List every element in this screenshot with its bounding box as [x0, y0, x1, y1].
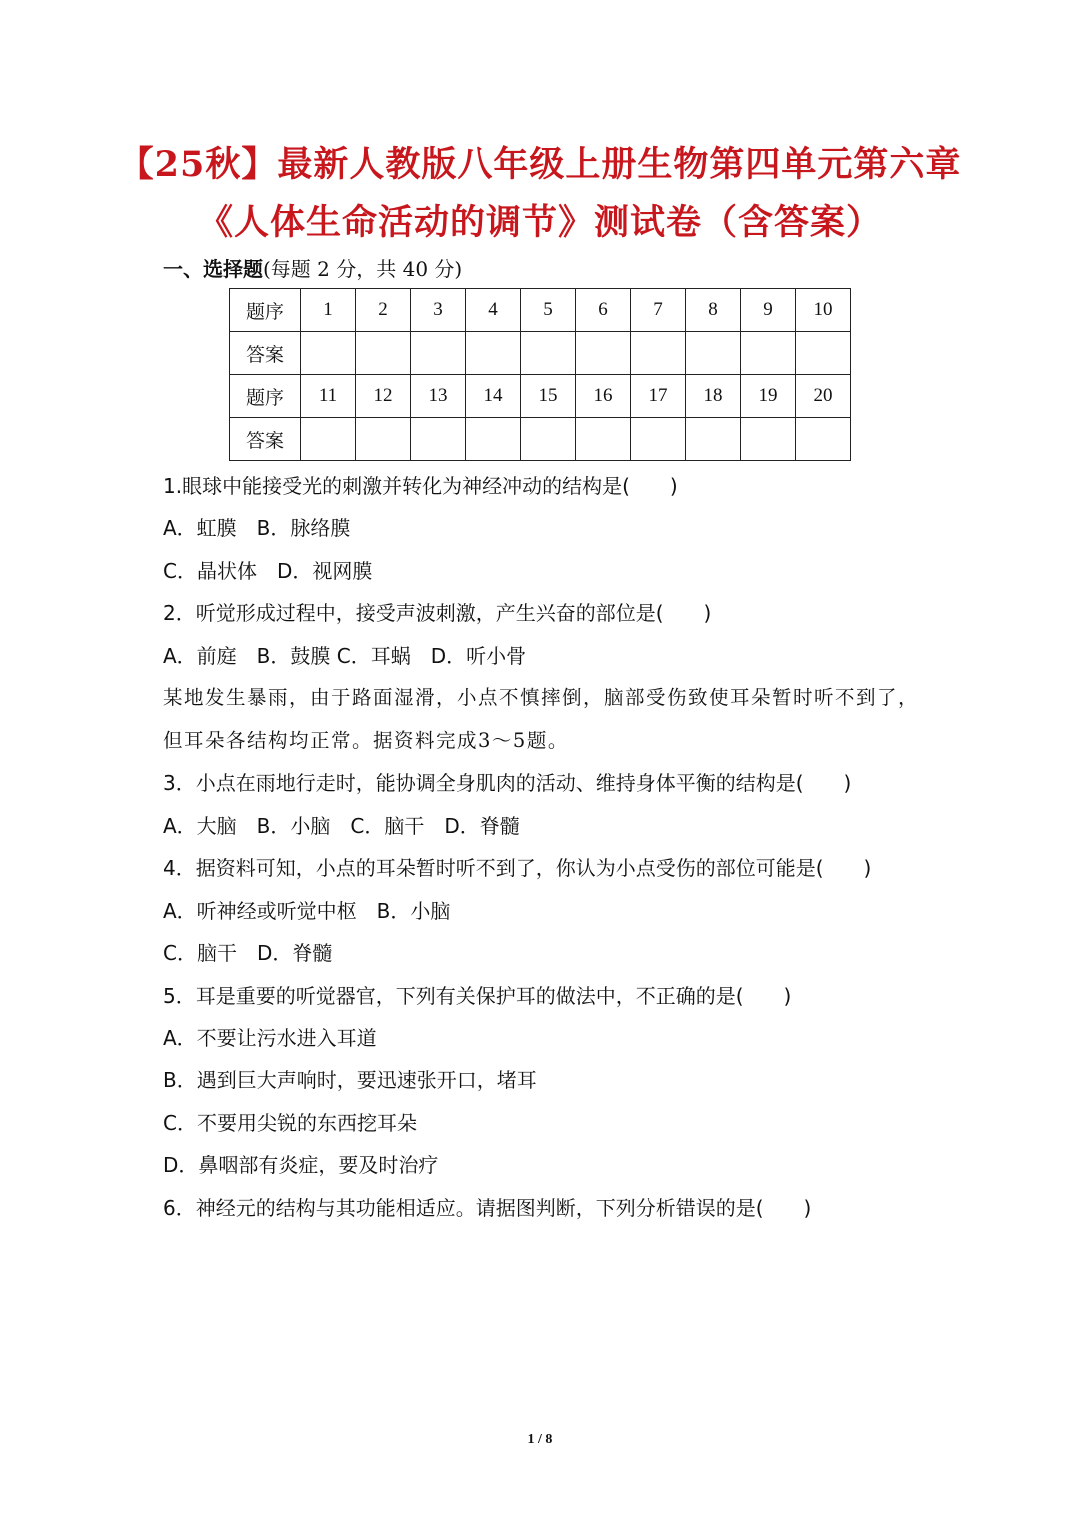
- question-number: 9: [741, 289, 796, 332]
- question-1: 1.眼球中能接受光的刺激并转化为神经冲动的结构是( ): [163, 474, 678, 498]
- question-number: 18: [686, 375, 741, 418]
- answer-cell: [631, 332, 686, 375]
- answer-cell: [796, 332, 851, 375]
- option-line: A．大脑 B．小脑 C．脑干 D．脊髓: [163, 814, 520, 838]
- table-row: [230, 332, 851, 375]
- option-line: D．鼻咽部有炎症，要及时治疗: [163, 1153, 439, 1177]
- answer-cell: [686, 332, 741, 375]
- question-number: 7: [631, 289, 686, 332]
- question-number: 3: [411, 289, 466, 332]
- question-number: 19: [741, 375, 796, 418]
- table-row: [230, 418, 851, 461]
- option-line: A．听神经或听觉中枢 B．小脑: [163, 899, 451, 923]
- answer-table: [229, 288, 851, 461]
- answer-cell: [411, 332, 466, 375]
- material-text: 某地发生暴雨，由于路面湿滑，小点不慎摔倒，脑部受伤致使耳朵暂时听不到了，: [163, 686, 920, 709]
- option-line: A．前庭 B．鼓膜 C．耳蜗 D．听小骨: [163, 644, 527, 668]
- question-number: 16: [576, 375, 631, 418]
- question-number: 14: [466, 375, 521, 418]
- question-3: 3．小点在雨地行走时，能协调全身肌肉的活动、维持身体平衡的结构是( ): [163, 771, 852, 795]
- material-text: 但耳朵各结构均正常。据资料完成3～5题。: [163, 729, 569, 752]
- question-6: 6．神经元的结构与其功能相适应。请据图判断，下列分析错误的是( ): [163, 1196, 812, 1220]
- question-number: 8: [686, 289, 741, 332]
- question-2: 2．听觉形成过程中，接受声波刺激，产生兴奋的部位是( ): [163, 601, 712, 625]
- answer-cell: [521, 418, 576, 461]
- page-number: 1 / 8: [527, 1432, 553, 1447]
- answer-cell: [411, 418, 466, 461]
- section-heading: [163, 253, 462, 282]
- answer-cell: [466, 332, 521, 375]
- option-line: A．虹膜 B．脉络膜: [163, 516, 351, 540]
- table-row: [230, 375, 851, 418]
- question-number: 12: [356, 375, 411, 418]
- answer-cell: [576, 332, 631, 375]
- question-number: 2: [356, 289, 411, 332]
- table-row: [230, 289, 851, 332]
- option-line: C．不要用尖锐的东西挖耳朵: [163, 1111, 417, 1135]
- answer-cell: [576, 418, 631, 461]
- row-label: 答案: [230, 418, 301, 461]
- question-number: 1: [301, 289, 356, 332]
- row-label: 题序: [230, 289, 301, 332]
- answer-cell: [631, 418, 686, 461]
- question-number: 15: [521, 375, 576, 418]
- answer-cell: [741, 332, 796, 375]
- answer-cell: [356, 332, 411, 375]
- question-number: 13: [411, 375, 466, 418]
- question-5: 5．耳是重要的听觉器官，下列有关保护耳的做法中，不正确的是( ): [163, 984, 792, 1008]
- row-label: 题序: [230, 375, 301, 418]
- question-number: 11: [301, 375, 356, 418]
- section-title: 一、选择题: [163, 257, 263, 281]
- question-number: 10: [796, 289, 851, 332]
- answer-cell: [466, 418, 521, 461]
- answer-cell: [356, 418, 411, 461]
- document-title-line-2: 《人体生命活动的调节》测试卷（含答案）: [197, 202, 882, 243]
- answer-cell: [521, 332, 576, 375]
- question-number: 20: [796, 375, 851, 418]
- question-number: 6: [576, 289, 631, 332]
- question-number: 4: [466, 289, 521, 332]
- option-line: B．遇到巨大声响时，要迅速张开口，堵耳: [163, 1068, 537, 1092]
- answer-cell: [301, 418, 356, 461]
- answer-cell: [301, 332, 356, 375]
- option-line: C．晶状体 D．视网膜: [163, 559, 373, 583]
- row-label: 答案: [230, 332, 301, 375]
- answer-cell: [796, 418, 851, 461]
- question-4: 4．据资料可知，小点的耳朵暂时听不到了，你认为小点受伤的部位可能是( ): [163, 856, 872, 880]
- section-note: (每题 2 分，共 40 分): [263, 257, 463, 281]
- answer-cell: [741, 418, 796, 461]
- option-line: A．不要让污水进入耳道: [163, 1026, 377, 1050]
- document-title-line-1: 【25秋】最新人教版八年级上册生物第四单元第六章: [118, 144, 962, 185]
- question-number: 17: [631, 375, 686, 418]
- question-number: 5: [521, 289, 576, 332]
- answer-cell: [686, 418, 741, 461]
- option-line: C．脑干 D．脊髓: [163, 941, 333, 965]
